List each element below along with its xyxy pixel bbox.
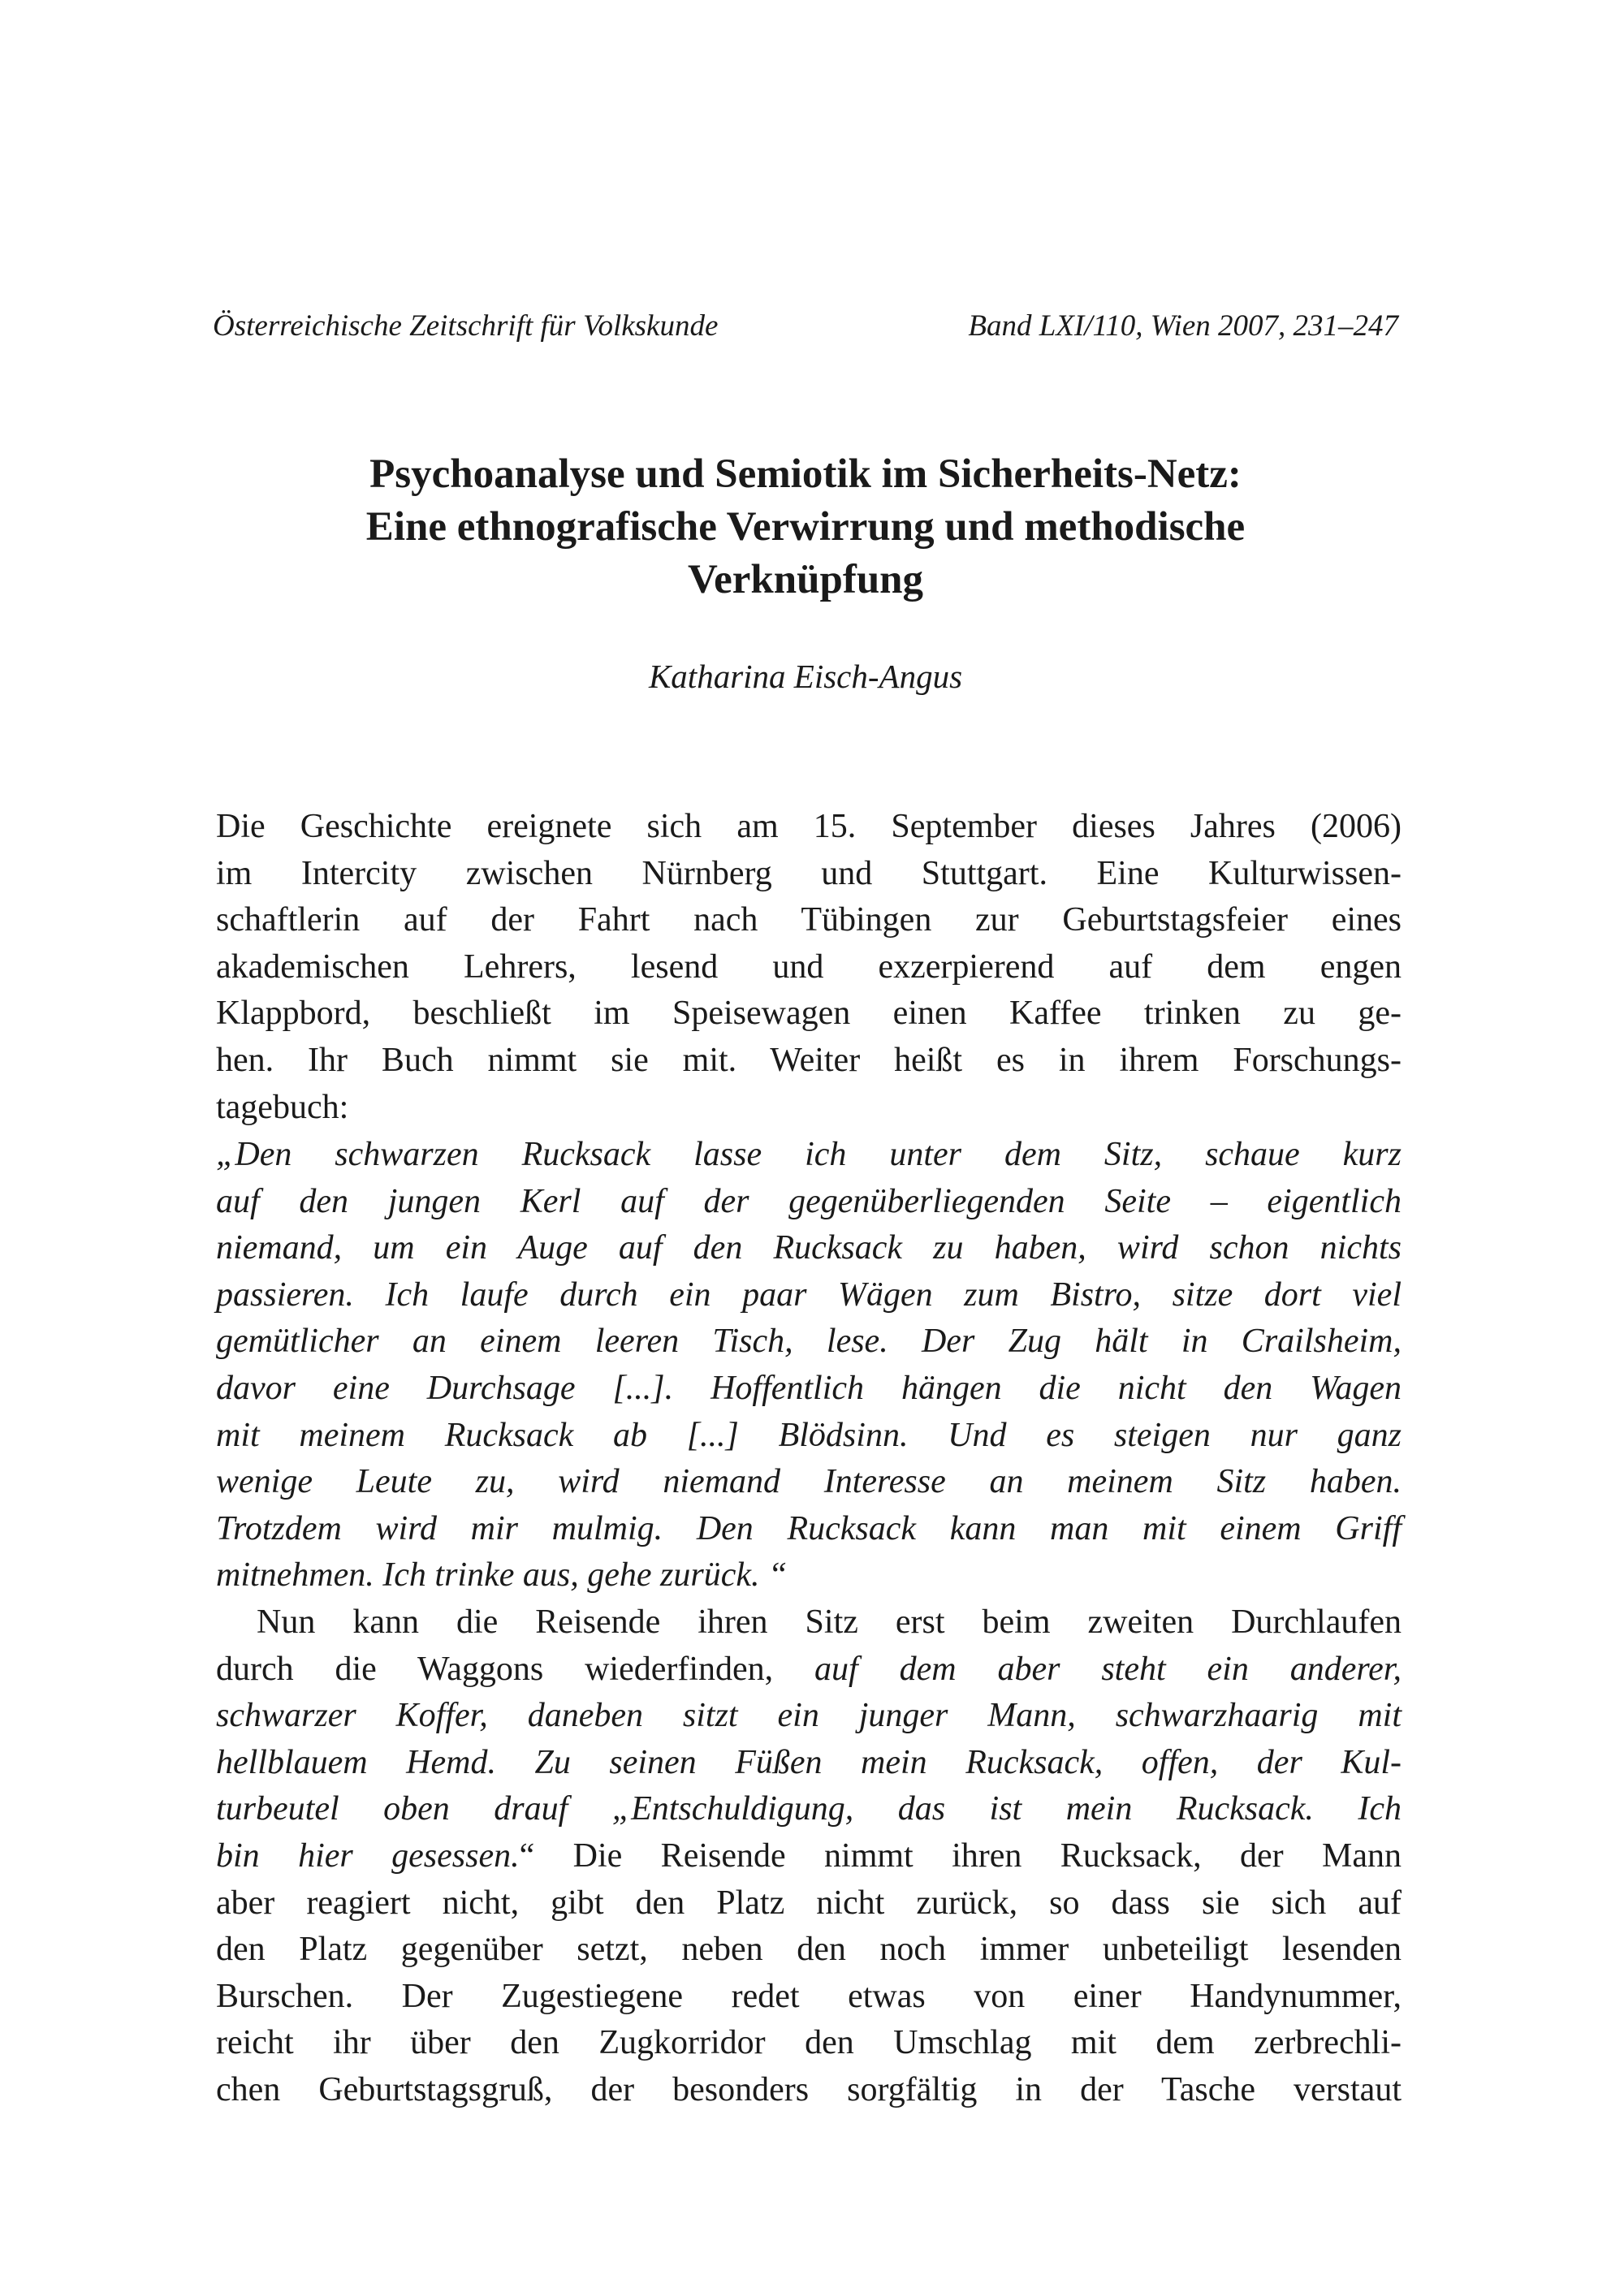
text-line: aber reagiert nicht, gibt den Platz nicht zurück, so dass sie sich auf xyxy=(216,1884,1402,1922)
title-line: Verknüpfung xyxy=(687,557,924,602)
text-line: Die Geschichte ereignete sich am 15. September dieses Jahres (2006) xyxy=(216,808,1402,845)
text-segment-italic: auf dem aber steht ein anderer, xyxy=(814,1650,1402,1688)
volume-info: Band LXI/110, Wien 2007, 231–247 xyxy=(968,309,1398,343)
text-line xyxy=(216,1646,1402,1694)
author-name: Katharina Eisch-Angus xyxy=(648,658,963,695)
text-line: den Platz gegenüber setzt, neben den noch immer unbeteiligt lesenden xyxy=(216,1931,1402,1969)
paragraph-narrative xyxy=(216,1599,1402,2114)
text-line: hellblauem Hemd. Zu seinen Füßen mein Rucksack, offen, der Kul- xyxy=(216,1743,1402,1781)
quote-line: passieren. Ich laufe durch ein paar Wägen zum Bistro, sitze dort viel xyxy=(216,1275,1402,1314)
quote-line: gemütlicher an einem leeren Tisch, lese. Der Zug hält in Crailsheim, xyxy=(216,1323,1402,1361)
quote-line: niemand, um ein Auge auf den Rucksack zu haben, wird schon nichts xyxy=(216,1229,1402,1267)
text-line: akademischen Lehrers, lesend und exzerpierend auf dem engen xyxy=(216,947,1402,986)
quote-line: auf den jungen Kerl auf der gegenüberliegenden Seite – eigentlich xyxy=(216,1182,1402,1220)
text-segment: “ Die Reisende nimmt ihren Rucksack, der Mann xyxy=(519,1836,1402,1875)
text-line: chen Geburtstagsgruß, der besonders sorgfältig in der Tasche verstaut xyxy=(216,2070,1402,2108)
text-line: schaftlerin auf der Fahrt nach Tübingen zur Geburtstagsfeier eines xyxy=(216,901,1402,939)
journal-name: Österreichische Zeitschrift für Volkskunde xyxy=(213,309,719,343)
text-segment: durch die Waggons wiederfinden, xyxy=(216,1650,815,1688)
quote-line: mitnehmen. Ich trinke aus, gehe zurück. “ xyxy=(216,1556,788,1595)
text-line xyxy=(216,1833,1402,1880)
quote-line: davor eine Durchsage [...]. Hoffentlich hängen die nicht den Wagen xyxy=(216,1369,1402,1407)
text-segment-italic: bin hier gesessen. xyxy=(216,1836,520,1875)
text-line: Klappbord, beschließt im Speisewagen einen Kaffee trinken zu ge- xyxy=(216,995,1402,1033)
quote-line: mit meinem Rucksack ab [...] Blödsinn. Und es steigen nur ganz xyxy=(216,1416,1402,1454)
text-line: schwarzer Koffer, daneben sitzt ein junger Mann, schwarzhaarig mit xyxy=(216,1697,1402,1735)
text-line: turbeutel oben drauf „Entschuldigung, das ist mein Rucksack. Ich xyxy=(216,1790,1402,1828)
paragraph-intro xyxy=(216,804,1402,1131)
text-line: reicht ihr über den Zugkorridor den Umschlag mit dem zerbrechli- xyxy=(216,2024,1402,2062)
quote-line: Trotzdem wird mir mulmig. Den Rucksack kann man mit einem Griff xyxy=(216,1509,1402,1547)
diary-quote xyxy=(216,1132,1402,1599)
article-title xyxy=(213,448,1398,606)
text-line: Burschen. Der Zugestiegene redet etwas von einer Handynummer, xyxy=(216,1977,1402,2015)
text-line: im Intercity zwischen Nürnberg und Stuttgart. Eine Kulturwissen- xyxy=(216,854,1402,892)
text-line: hen. Ihr Buch nimmt sie mit. Weiter heißt es in ihrem Forschungs- xyxy=(216,1041,1402,1079)
title-line: Psychoanalyse und Semiotik im Sicherheits-Netz: xyxy=(369,451,1242,497)
quote-line: wenige Leute zu, wird niemand Interesse an meinem Sitz haben. xyxy=(216,1463,1402,1501)
text-line: Nun kann die Reisende ihren Sitz erst beim zweiten Durchlaufen xyxy=(257,1603,1402,1641)
title-line: Eine ethnografische Verwirrung und methodische xyxy=(365,504,1246,550)
text-line: tagebuch: xyxy=(216,1088,349,1126)
quote-line: „Den schwarzen Rucksack lasse ich unter dem Sitz, schaue kurz xyxy=(216,1136,1402,1173)
